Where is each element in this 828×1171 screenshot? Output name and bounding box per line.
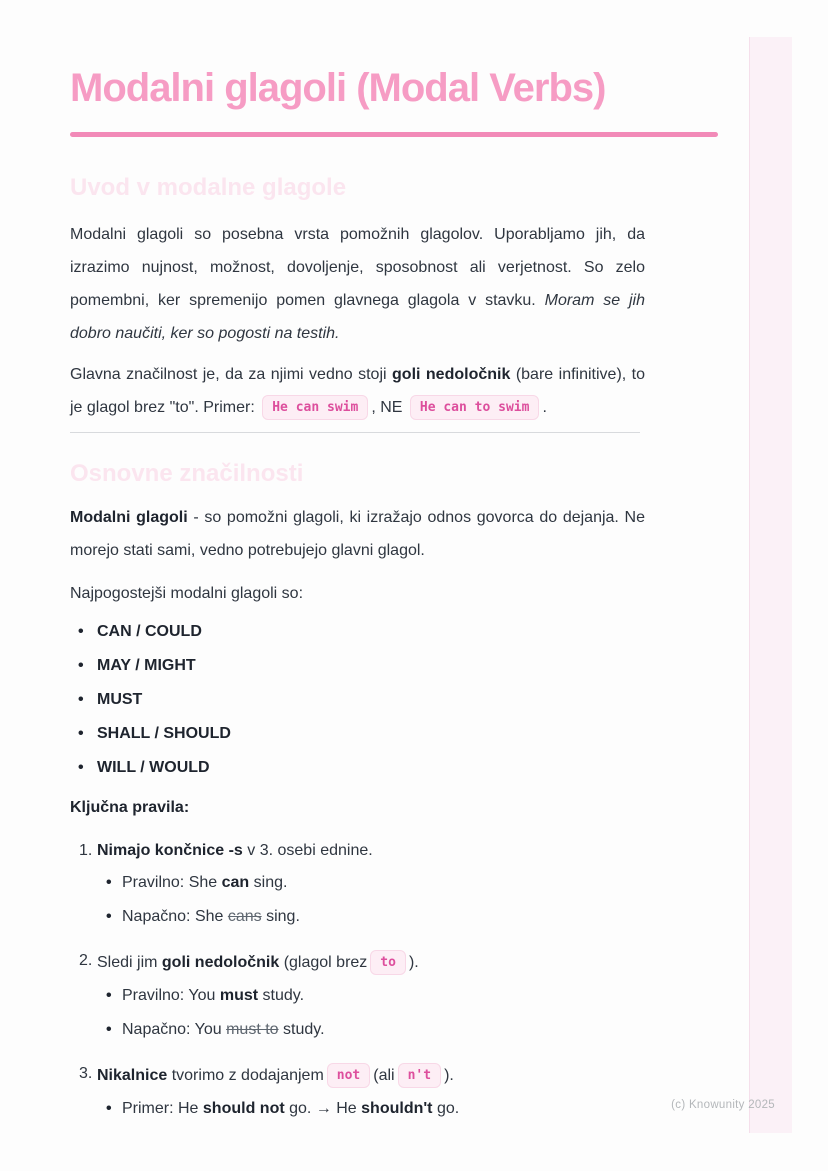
section-heading-basics: Osnovne značilnosti	[70, 460, 304, 487]
list-item	[106, 872, 645, 894]
inline-code-he-can-swim: He can swim	[262, 395, 368, 420]
bullet-icon: •	[78, 725, 84, 742]
basics-p1-bold: Modalni glagoli	[70, 509, 188, 526]
bullet-icon: •	[78, 623, 84, 640]
sub-pre: Primer: He	[122, 1100, 203, 1117]
list-item	[106, 1098, 645, 1120]
sub-bold: shouldn't	[361, 1100, 433, 1117]
inline-code-he-can-to-swim: He can to swim	[410, 395, 540, 420]
bullet-icon: •	[106, 987, 112, 1004]
sub-pre: Napačno: She	[122, 908, 228, 925]
bullet-icon: •	[78, 759, 84, 776]
modal-verb-label: CAN / COULD	[97, 623, 202, 640]
list-item	[70, 656, 645, 676]
rule-item-2	[70, 950, 645, 1041]
bullet-icon: •	[78, 657, 84, 674]
rule-2-bold: goli nedoločnik	[161, 954, 280, 971]
modal-verbs-list	[70, 622, 645, 778]
side-strip	[749, 37, 792, 1133]
rule-1-text	[97, 840, 373, 862]
rule-item-1	[70, 840, 645, 928]
modal-verb-label: MAY / MIGHT	[97, 657, 196, 674]
bullet-icon: •	[106, 1021, 112, 1038]
rule-1-bold: Nimajo končnice -s	[97, 842, 243, 859]
rule-2-number: 2.	[79, 952, 93, 969]
content-column	[70, 0, 645, 1120]
basics-paragraph-2: Najpogostejši modalni glagoli so:	[70, 585, 304, 602]
list-item	[70, 724, 645, 744]
rule-3-post: ).	[444, 1067, 454, 1084]
modal-verb-label: MUST	[97, 691, 143, 708]
rule-1-main	[70, 840, 645, 862]
rules-label: Ključna pravila:	[70, 799, 190, 816]
footer-credit: (c) Knowunity 2025	[671, 1099, 775, 1111]
section-divider	[70, 432, 640, 433]
sub-pre: Pravilno: She	[122, 874, 222, 891]
rule-1-sub-1	[122, 872, 287, 894]
rule-3-main	[70, 1063, 645, 1088]
rule-3-bold: Nikalnice	[97, 1067, 168, 1084]
basics-p1-rest: - so pomožni glagoli, ki izražajo odnos govorca do dejanja. Ne morejo stati sami, vedno potrebujejo glavni glagol.	[70, 509, 645, 559]
inline-code-not: not	[327, 1063, 370, 1088]
rule-2-main	[70, 950, 645, 975]
rule-3-sub-1	[122, 1098, 459, 1120]
rule-1-sublist	[70, 872, 645, 928]
intro-p2-c: , NE	[371, 399, 407, 416]
rule-2-pre: Sledi jim	[97, 954, 162, 971]
rules-list	[70, 840, 645, 1120]
rule-2-sub-2	[122, 1019, 325, 1041]
bullet-icon: •	[78, 691, 84, 708]
intro-p1-text: Modalni glagoli so posebna vrsta pomožnih glagolov. Uporabljamo jih, da izrazimo nujnost, možnost, dovoljenje, sposobnost ali verjetnost. So zelo pomembni, ker spremenijo pomen glavnega glagola v stavku.	[70, 226, 645, 309]
basics-paragraph-1	[70, 501, 645, 567]
sub-post: sing.	[261, 908, 300, 925]
page-title: Modalni glagoli (Modal Verbs)	[70, 66, 606, 110]
sub-post: study.	[258, 987, 305, 1004]
rule-1-sub-2	[122, 906, 300, 928]
modal-verb-label: SHALL / SHOULD	[97, 725, 231, 742]
list-item	[70, 622, 645, 642]
intro-p2-a: Glavna značilnost je, da za njimi vedno stoji	[70, 366, 393, 383]
rule-2-text	[97, 950, 419, 975]
list-item	[70, 690, 645, 710]
sub-bold: must	[219, 987, 259, 1004]
bullet-icon: •	[106, 874, 112, 891]
rule-2-sub-1	[122, 985, 304, 1007]
list-item	[106, 906, 645, 928]
rule-1-rest: v 3. osebi ednine.	[242, 842, 373, 859]
intro-p1-italic: Moram se jih dobro naučiti, ker so pogosti na testih.	[70, 292, 645, 342]
inline-code-nt: n't	[398, 1063, 441, 1088]
sub-bold: can	[221, 874, 250, 891]
sub-post: study.	[278, 1021, 325, 1038]
sub-bold: should not	[202, 1100, 285, 1117]
sub-post: sing.	[249, 874, 288, 891]
sub-post: go.	[432, 1100, 460, 1117]
rule-3-mid: tvorimo z dodajanjem	[167, 1067, 324, 1084]
list-item	[70, 758, 645, 778]
list-item	[106, 1019, 645, 1041]
intro-paragraph-1	[70, 218, 645, 350]
rule-2-mid: (glagol brez	[279, 954, 368, 971]
list-item	[106, 985, 645, 1007]
rule-item-3	[70, 1063, 645, 1120]
intro-p2-b: (bare infinitive), to je glagol brez "to". Primer:	[70, 366, 646, 416]
sub-pre: Napačno: You	[122, 1021, 227, 1038]
sub-strikethrough: cans	[227, 908, 262, 925]
inline-code-to: to	[370, 950, 406, 975]
rule-1-number: 1.	[79, 842, 93, 859]
title-underline	[70, 132, 718, 137]
rule-3-mid2: (ali	[373, 1067, 395, 1084]
section-heading-intro: Uvod v modalne glagole	[70, 174, 347, 201]
modal-verb-label: WILL / WOULD	[97, 759, 210, 776]
rule-2-post: ).	[408, 954, 419, 971]
sub-strikethrough: must to	[226, 1021, 279, 1038]
rule-3-number: 3.	[79, 1065, 93, 1082]
bullet-icon: •	[106, 908, 112, 925]
bullet-icon: •	[106, 1100, 112, 1117]
rule-3-text	[97, 1063, 454, 1088]
rule-3-sublist	[70, 1098, 645, 1120]
intro-paragraph-2	[70, 358, 645, 424]
intro-p2-d: .	[542, 399, 547, 416]
sub-pre: Pravilno: You	[122, 987, 220, 1004]
sub-mid: go. → He	[284, 1100, 362, 1117]
rule-2-sublist	[70, 985, 645, 1041]
intro-p2-bold: goli nedoločnik	[392, 366, 511, 383]
